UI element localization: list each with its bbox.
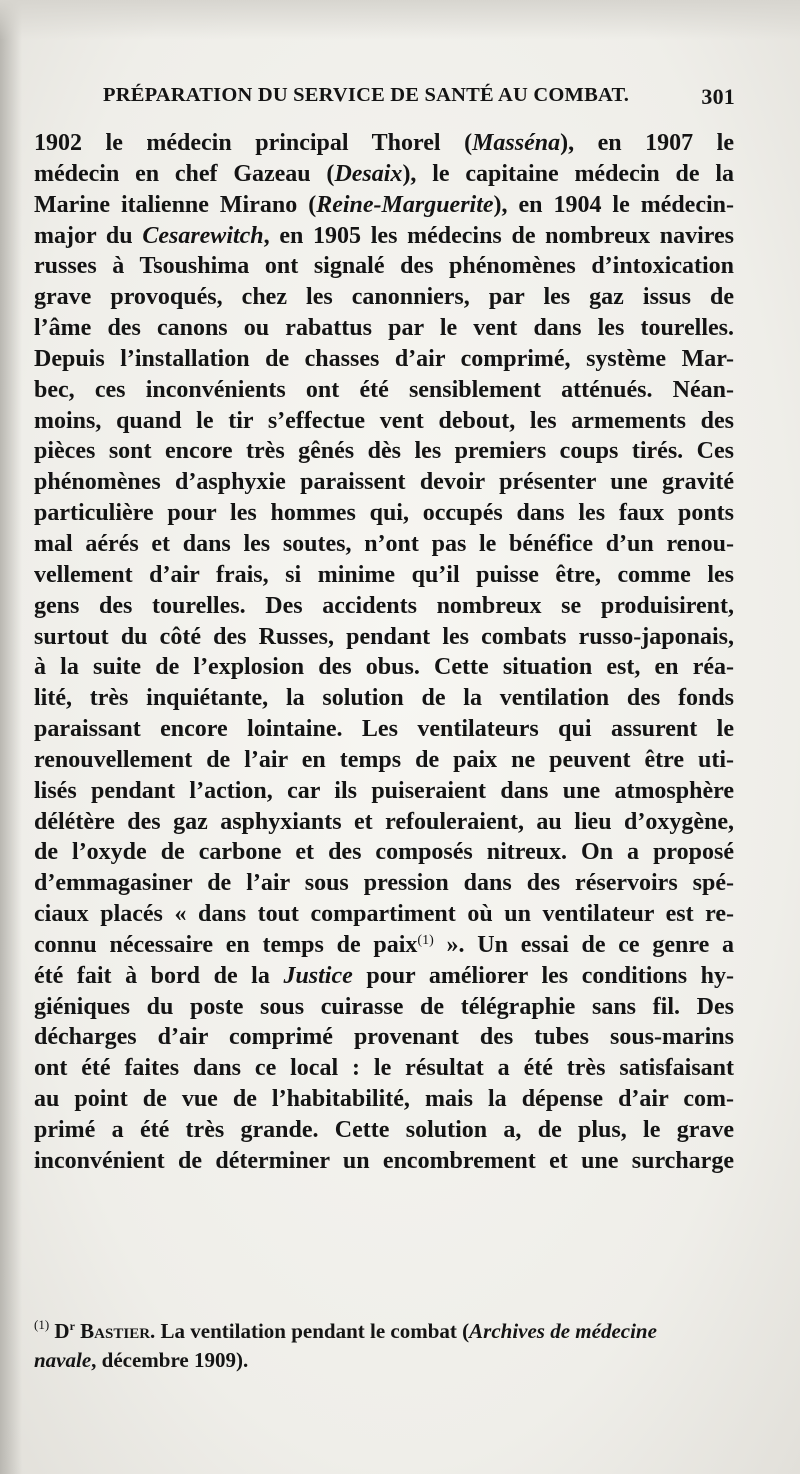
line-text: ciaux placés « dans tout compartiment où un ventilateur est re- (34, 901, 734, 928)
text-line (34, 622, 734, 653)
line-text: Depuis l’installation de chasses d’air comprimé, système Mar- (34, 345, 734, 372)
line-text: primé a été très grande. Cette solution a, de plus, le grave (34, 1117, 734, 1143)
text-line (34, 1022, 734, 1053)
text-line (34, 1053, 734, 1084)
line-text: particulière pour les hommes qui, occupés dans les faux ponts (34, 500, 734, 527)
line-text-cont: pour améliorer les conditions hy- (352, 962, 734, 989)
text-line (34, 498, 734, 529)
line-text-cont: ), en 1907 le (560, 130, 735, 156)
italic-ship-name: Cesarewitch (142, 222, 264, 249)
text-line (34, 251, 734, 282)
line-text: médecin en chef Gazeau ( (34, 160, 335, 187)
footnote-line-2 (34, 1346, 734, 1375)
footnote-author-prefix: D (54, 1319, 70, 1343)
text-line (34, 1146, 734, 1177)
line-text: Marine italienne Mirano ( (34, 191, 317, 218)
line-text: été fait à bord de la (34, 962, 284, 989)
footnote-text-mid: . La ventilation pendant le combat ( (150, 1319, 470, 1343)
footnote (34, 1312, 734, 1375)
text-line (34, 776, 734, 807)
text-line (34, 992, 734, 1023)
line-text-cont: ), en 1904 le médecin- (493, 191, 734, 218)
line-text: décharges d’air comprimé provenant des tubes sous-marins (34, 1024, 734, 1051)
line-text: 1902 le médecin principal Thorel ( (34, 130, 473, 156)
text-line (34, 282, 734, 313)
text-line (34, 683, 734, 714)
line-text: connu nécessaire en temps de paix (34, 931, 418, 958)
line-text: au point de vue de l’habitabilité, mais la dépense d’air com- (34, 1086, 734, 1113)
line-text: lité, très inquiétante, la solution de la ventilation des fonds (34, 685, 734, 712)
page-number: 301 (701, 84, 735, 109)
body-paragraph (34, 128, 734, 1177)
text-line (34, 128, 734, 159)
text-line (34, 529, 734, 560)
line-text: délétère des gaz asphyxiants et refouleraient, au lieu d’oxygène, (34, 808, 734, 835)
line-text: à la suite de l’explosion des obus. Cette situation est, en réa- (34, 654, 734, 681)
text-line (34, 467, 734, 498)
line-text-cont: , en 1905 les médecins de nombreux navires (263, 222, 734, 249)
footnote-mark: (1) (34, 1317, 50, 1332)
line-text: vellement d’air frais, si minime qu’il puisse être, comme les (34, 561, 734, 588)
text-line (34, 159, 734, 190)
line-text: surtout du côté des Russes, pendant les combats russo-japonais, (34, 623, 734, 650)
text-line (34, 344, 734, 375)
italic-ship-name: Desaix (334, 160, 403, 187)
text-line (34, 591, 734, 622)
footnote-source-cont: navale (34, 1348, 92, 1372)
text-line (34, 652, 734, 683)
line-text: inconvénient de déterminer un encombrement et une surcharge (34, 1147, 734, 1174)
line-text: russes à Tsoushima ont signalé des phénomènes d’intoxication (34, 253, 734, 280)
line-text-cont: ». Un essai de ce genre a (433, 931, 735, 958)
line-text: phénomènes d’asphyxie paraissent devoir présenter une gravité (34, 469, 734, 496)
text-line (34, 899, 734, 930)
text-line (34, 1084, 734, 1115)
text-line (34, 868, 734, 899)
line-text: gens des tourelles. Des accidents nombreux se produisirent, (34, 592, 734, 619)
text-line (34, 930, 734, 961)
line-text: pièces sont encore très gênés dès les premiers coups tirés. Ces (34, 438, 734, 465)
text-line (34, 375, 734, 406)
text-line (34, 745, 734, 776)
line-text: mal aérés et dans les soutes, n’ont pas le bénéfice d’un renou- (34, 530, 734, 557)
line-text: bec, ces inconvénients ont été sensiblement atténués. Néan- (34, 376, 734, 403)
binding-shadow (0, 0, 22, 1474)
top-shadow (0, 0, 800, 40)
running-title: PRÉPARATION DU SERVICE DE SANTÉ AU COMBAT. (103, 84, 630, 106)
text-line (34, 221, 734, 252)
text-line (34, 837, 734, 868)
line-text: ont été faites dans ce local : le résultat a été très satisfaisant (34, 1055, 734, 1082)
footnote-author-name: Bastier (80, 1319, 151, 1343)
text-line (34, 190, 734, 221)
footnote-author-sup: r (69, 1319, 75, 1333)
line-text: major du (34, 222, 143, 249)
footnote-source: Archives de médecine (469, 1319, 657, 1343)
text-line (34, 961, 734, 992)
text-line (34, 313, 734, 344)
footnote-text-end: , décembre 1909). (91, 1348, 249, 1372)
line-text: moins, quand le tir s’effectue vent debout, les armements des (34, 407, 734, 434)
line-text: lisés pendant l’action, car ils puiseraient dans une atmosphère (34, 777, 734, 804)
text-line (34, 560, 734, 591)
italic-ship-name: Reine-Marguerite (316, 191, 494, 218)
running-header (103, 84, 735, 118)
line-text: grave provoqués, chez les canonniers, par les gaz issus de (34, 284, 734, 311)
italic-ship-name: Masséna (472, 130, 561, 156)
italic-ship-name: Justice (283, 962, 353, 989)
text-line (34, 436, 734, 467)
line-text-cont: ), le capitaine médecin de la (402, 160, 734, 187)
text-line (34, 406, 734, 437)
text-line (34, 1115, 734, 1146)
line-text: paraissant encore lointaine. Les ventilateurs qui assurent le (34, 716, 734, 743)
line-text: de l’oxyde de carbone et des composés nitreux. On a proposé (34, 839, 734, 866)
footnote-line-1 (34, 1312, 734, 1346)
text-line (34, 714, 734, 745)
text-line (34, 807, 734, 838)
footnote-ref: (1) (417, 932, 434, 948)
line-text: giéniques du poste sous cuirasse de télégraphie sans fil. Des (34, 993, 734, 1020)
line-text: renouvellement de l’air en temps de paix ne peuvent être uti- (34, 746, 734, 773)
line-text: l’âme des canons ou rabattus par le vent dans les tourelles. (34, 315, 734, 342)
line-text: d’emmagasiner de l’air sous pression dans des réservoirs spé- (34, 870, 734, 897)
